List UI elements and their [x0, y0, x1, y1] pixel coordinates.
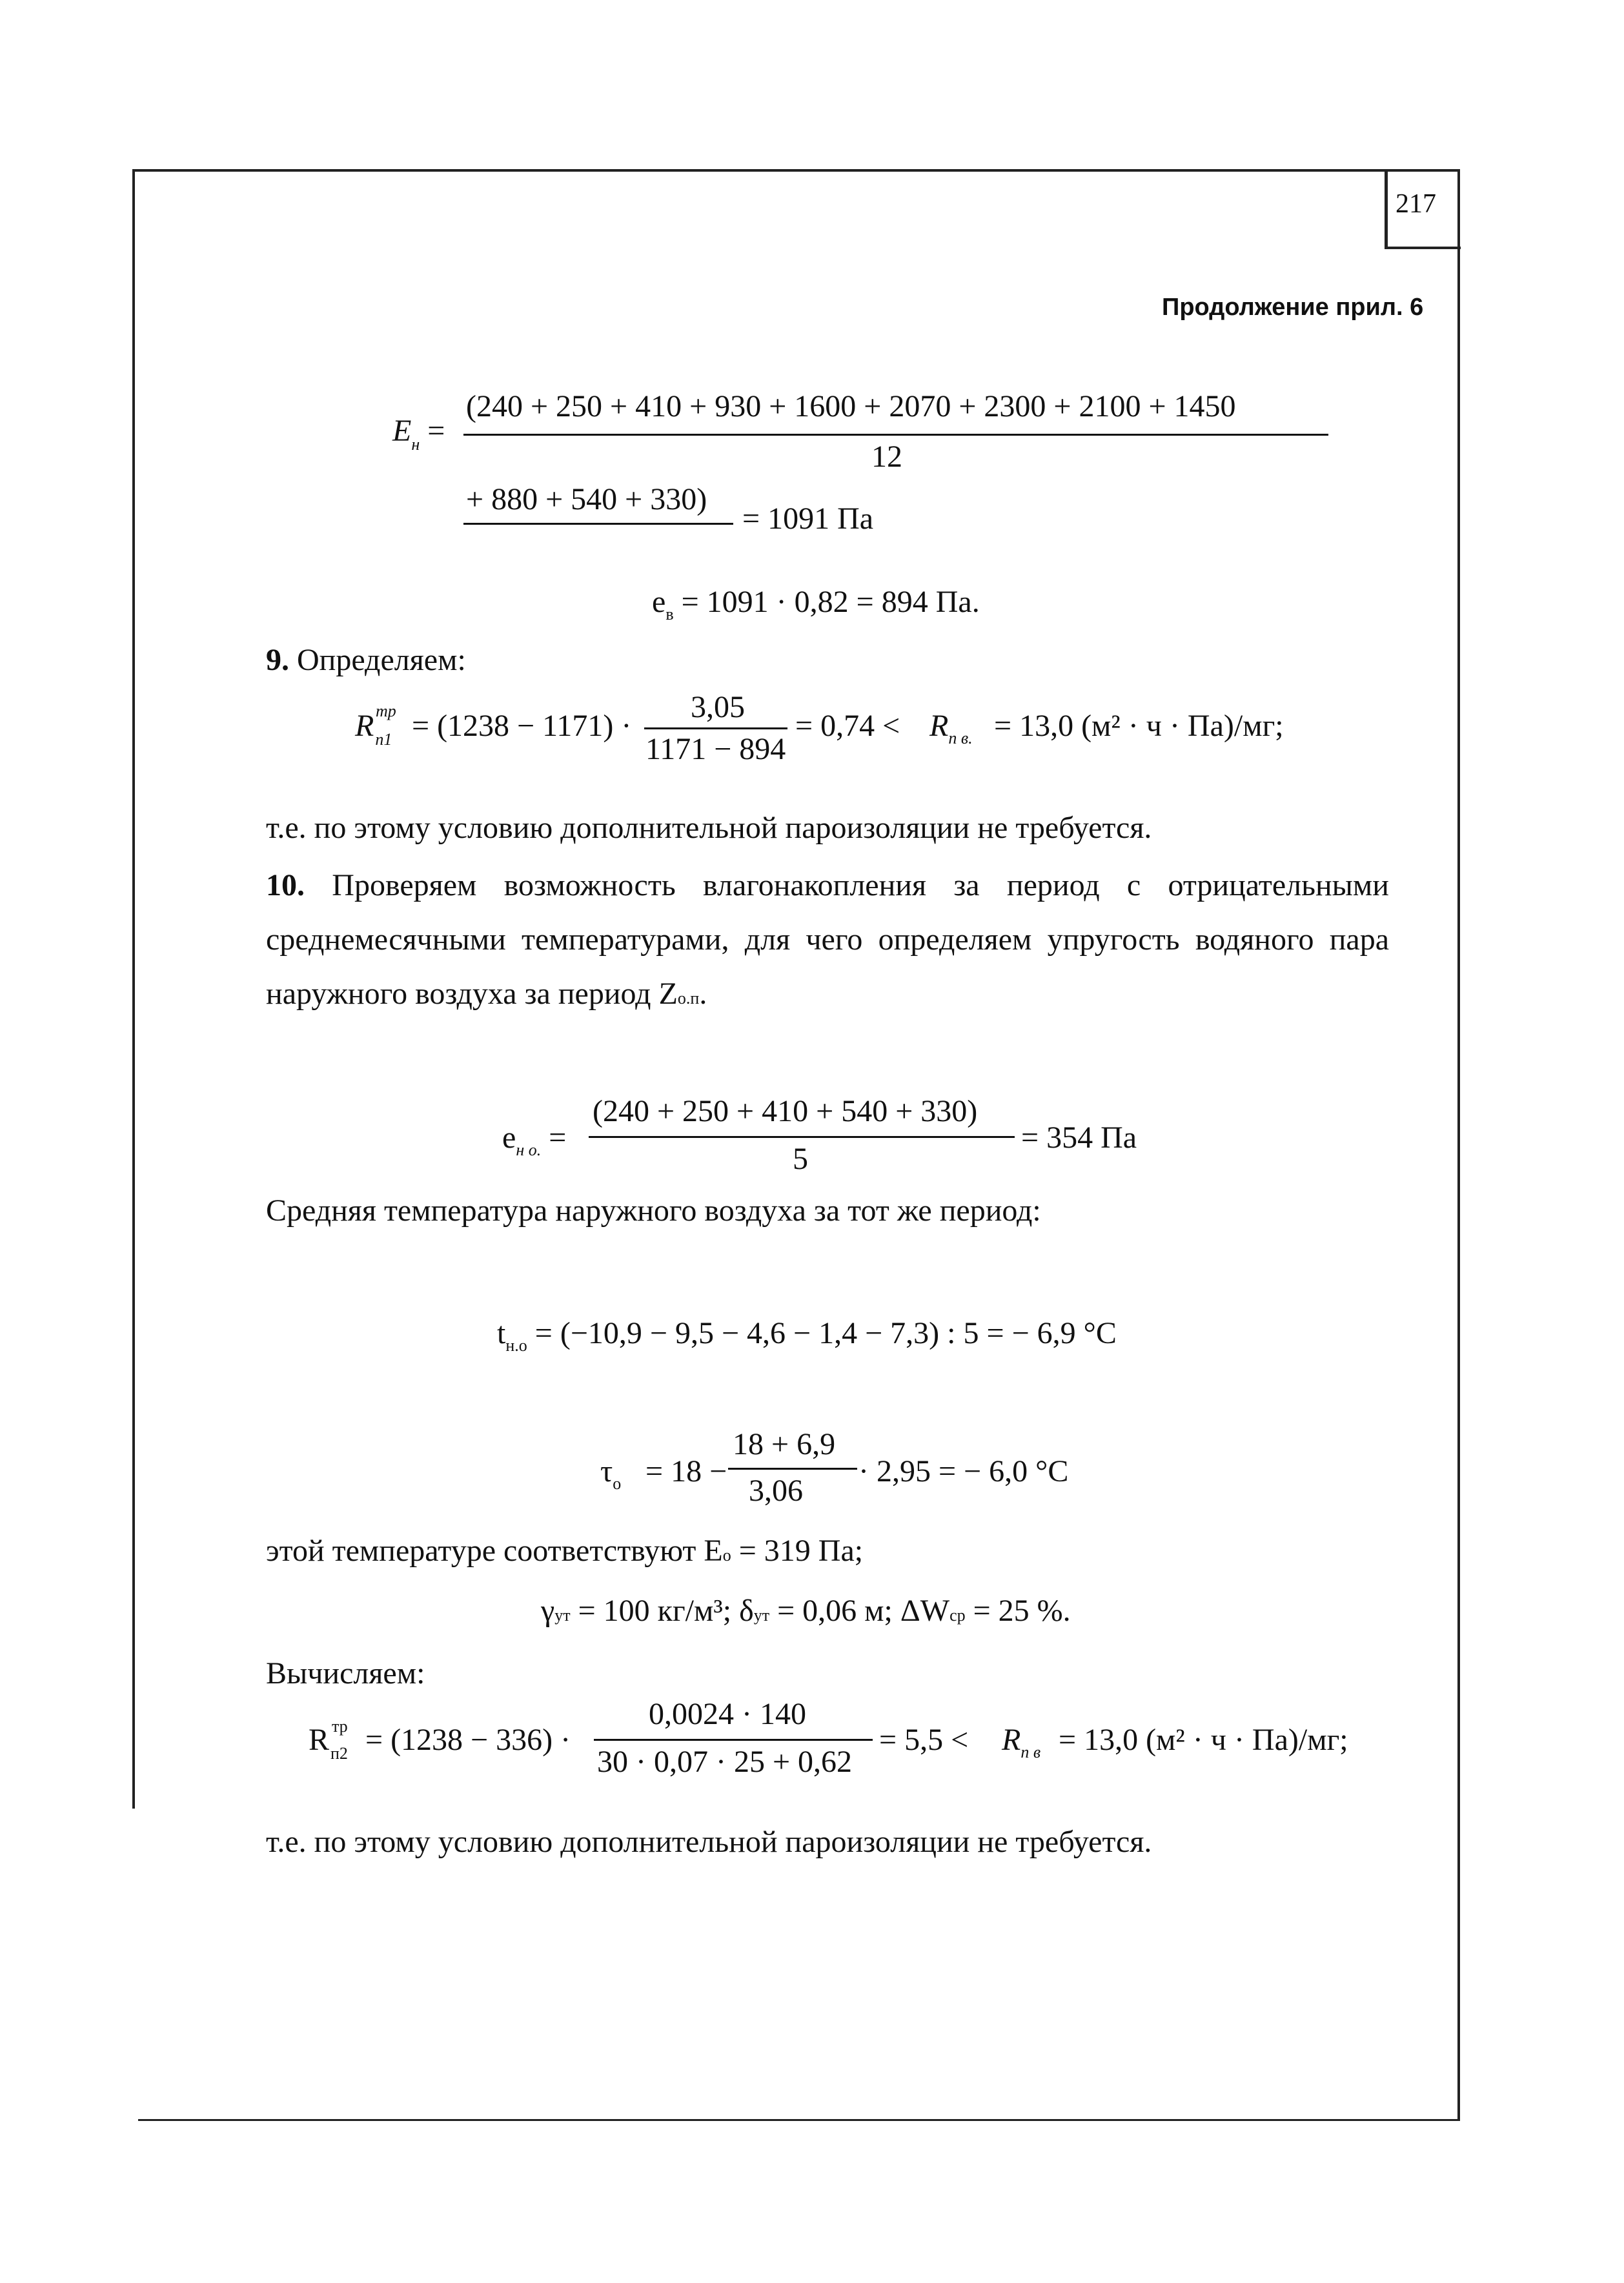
eq-tau-lhs: $\tau_о$	[600, 1454, 622, 1493]
calc-text: Вычисляем:	[266, 1656, 425, 1690]
eq-eno-lhs: $e_{н о.}$ =	[502, 1121, 567, 1159]
eq-en-fraction-bar-2	[463, 523, 733, 525]
eq-eno-numerator: (240 + 250 + 410 + 540 + 330)	[593, 1094, 978, 1128]
appendix-continuation-note: Продолжение прил. 6	[1162, 294, 1424, 321]
conclusion-2: т.е. по этому условию дополнительной пароизоляции не требуется.	[266, 1825, 1152, 1859]
frame-bottom-line	[138, 2119, 1460, 2121]
eq-rn1-result: = 0,74 <	[795, 709, 900, 743]
step-10-line-2: среднемесячными температурами, для чего определяем упругость водяного пара	[266, 922, 1389, 957]
step-10-line-3: наружного воздуха за период Zо.п.	[266, 977, 707, 1011]
eo-text: этой температуре соответствуют Eо = 319 Па;	[266, 1534, 864, 1568]
eq-tau-numerator: 18 + 6,9	[733, 1427, 836, 1461]
frame-top-line	[132, 169, 1460, 172]
eq-tau-fraction-bar	[728, 1468, 857, 1470]
equation-ev: $e_в = 1091 \cdot 0,82 = 894$ Па.	[652, 585, 980, 624]
step-9-heading: 9. Определяем:	[266, 643, 466, 677]
eq-tau-prefix: = 18 −	[645, 1454, 727, 1488]
frame-right-line	[1457, 169, 1460, 2121]
eq-rn2-fraction-bar	[594, 1739, 873, 1741]
step-10-line-1: 10. Проверяем возможность влагонакопления за период с отрицательными	[266, 868, 1389, 902]
avg-temp-text: Средняя температура наружного воздуха за тот же период:	[266, 1193, 1041, 1228]
eq-rn1-numerator: 3,05	[691, 690, 745, 724]
equation-tno: $t_{н.о} = (-10,9 - 9,5 - 4,6 - 1,4 - 7,3)$ : 5 = − 6,9 °C	[497, 1316, 1117, 1355]
eq-tau-denominator: 3,06	[749, 1474, 803, 1508]
eq-rn1-factor: = (1238 − 1171) ·	[412, 709, 632, 743]
page-number: 217	[1396, 189, 1436, 219]
eq-rn2-numerator: 0,0024 · 140	[649, 1697, 806, 1731]
eq-rn1-tail: = 13,0 (м² · ч · Па)/мг;	[994, 709, 1284, 743]
eq-rn2-denominator: 30 · 0,07 · 25 + 0,62	[597, 1745, 853, 1779]
frame-left-line	[132, 169, 135, 1809]
eq-rn2-tail: = 13,0 (м² · ч · Па)/мг;	[1059, 1723, 1348, 1757]
eq-rn2-R: $R_{п в}$	[1002, 1723, 1041, 1761]
eq-en-fraction-bar	[463, 434, 1328, 436]
eq-rn2-factor: = (1238 − 336) ·	[365, 1723, 571, 1757]
eq-rn1-lhs: R тр $_{п1}$	[355, 702, 396, 749]
eq-en-result: = 1091 Па	[742, 502, 874, 536]
eq-rn1-fraction-bar	[644, 727, 787, 729]
eq-en-numerator-line1: (240 + 250 + 410 + 930 + 1600 + 2070 + 2300 + 2100 + 1450	[466, 389, 1236, 423]
eq-rn1-R: $R_{п в.}$	[929, 709, 973, 747]
eq-eno-result: = 354 Па	[1021, 1121, 1137, 1155]
eq-eno-fraction-bar	[589, 1136, 1015, 1138]
eq-rn2-lhs: R тр $_{п2}$	[309, 1717, 348, 1763]
conclusion-1: т.е. по этому условию дополнительной пароизоляции не требуется.	[266, 811, 1152, 845]
eq-en-lhs: $E_н$ =	[392, 414, 445, 454]
step-10-paragraph	[266, 858, 1389, 1026]
eq-rn1-denominator: 1171 − 894	[645, 732, 786, 766]
eq-eno-denominator: 5	[793, 1142, 808, 1176]
material-params: γут = 100 кг/м³; δут = 0,06 м; ΔWср = 25 %.	[541, 1594, 1071, 1628]
eq-tau-result: · 2,95 = − 6,0 °C	[858, 1454, 1069, 1488]
eq-rn2-result: = 5,5 <	[879, 1723, 969, 1757]
eq-en-numerator-line2: + 880 + 540 + 330)	[466, 482, 707, 516]
eq-en-denominator: 12	[871, 440, 902, 474]
